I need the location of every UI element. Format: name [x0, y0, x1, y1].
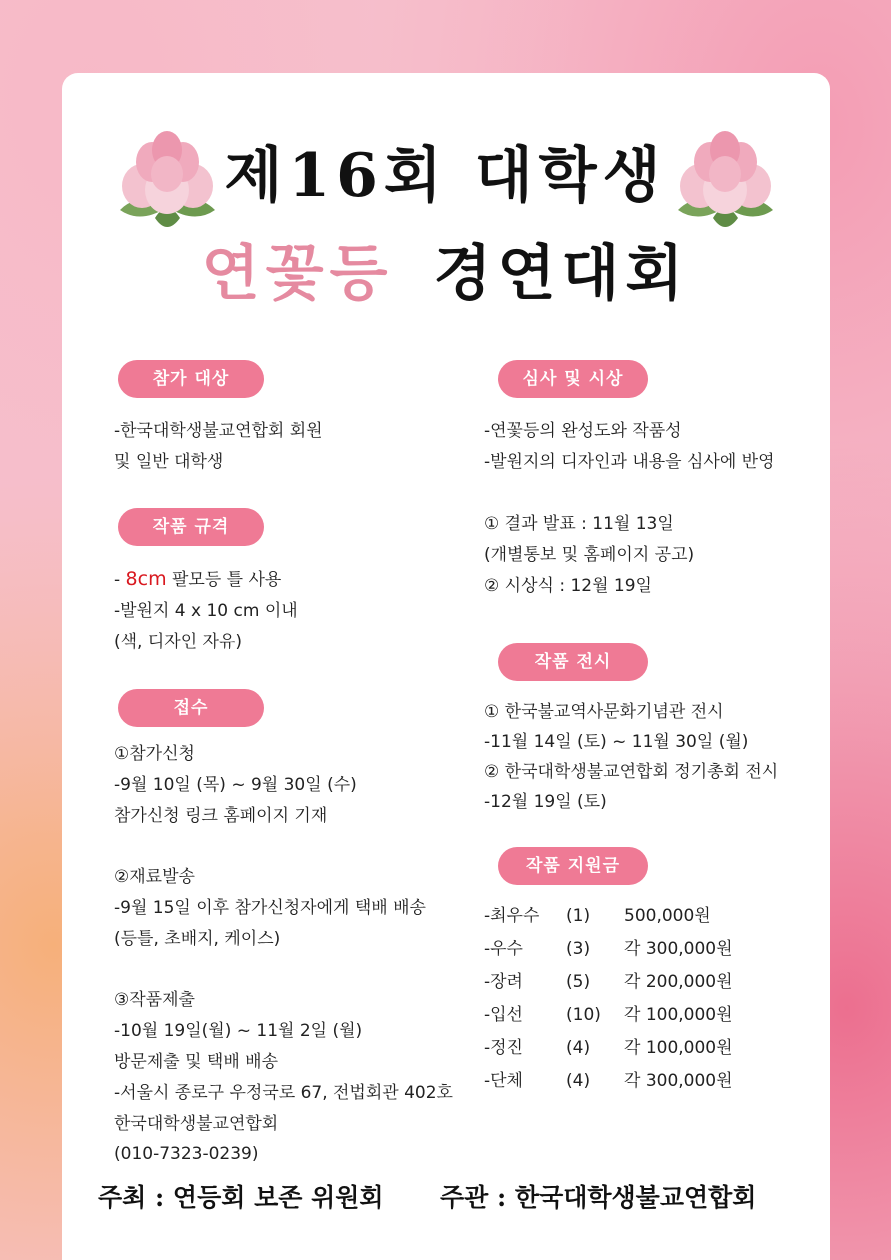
spec-text: - 8cm 팔모등 틀 사용 -발원지 4 x 10 cm 이내 (색, 디자인 자유) — [114, 568, 298, 652]
poster-title-line1: 제16회 대학생 — [224, 141, 667, 211]
exhibition-text: ① 한국불교역사문화기념관 전시 -11월 14일 (토) ~ 11월 30일 (월) ② 한국대학생불교연합회 정기총회 전시 -12월 19일 (토) — [484, 702, 779, 812]
section-heading-spec: 작품 규격 — [118, 508, 264, 546]
section-heading-judging: 심사 및 시상 — [498, 360, 648, 398]
prize-row: -최우수 (1) 500,000원 — [484, 906, 711, 926]
section-heading-prizes: 작품 지원금 — [498, 847, 648, 885]
prize-row: -장려 (5) 각 200,000원 — [484, 972, 733, 992]
section-heading-participants: 참가 대상 — [118, 360, 264, 398]
receipt-text: ①참가신청 -9월 10일 (목) ~ 9월 30일 (수) 참가신청 링크 홈페이지 기재 ②재료발송 -9월 15일 이후 참가신청자에게 택배 배송 (등틀, 초배지, 케이스) ③작품제출 -10월 19일(월) ~ 11월 2일 (월) 방문제출 및 택배 배송 -서울시 종로구 우정국로 67, 전법회관 402호 한국대학생불교연합회 (010-7323-0239) — [114, 744, 453, 1165]
judging-text: -연꽃등의 완성도와 작품성 -발원지의 디자인과 내용을 심사에 반영 ① 결과 발표 : 11월 13일 (개별통보 및 홈페이지 공고) ② 시상식 : 12월 19일 — [484, 421, 775, 596]
prize-row: -단체 (4) 각 300,000원 — [484, 1071, 733, 1091]
footer-organizer: 주관 : 한국대학생불교연합회 — [440, 1183, 757, 1212]
footer-host: 주최 : 연등회 보존 위원회 — [98, 1183, 384, 1212]
participants-text: -한국대학생불교연합회 회원 및 일반 대학생 — [114, 421, 323, 472]
prize-row: -정진 (4) 각 100,000원 — [484, 1038, 733, 1058]
prize-row: -입선 (10) 각 100,000원 — [484, 1005, 733, 1025]
lantern-size: 8cm — [125, 568, 167, 590]
prize-table — [484, 900, 733, 1098]
section-heading-exhibition: 작품 전시 — [498, 643, 648, 681]
section-heading-receipt: 접수 — [118, 689, 264, 727]
prize-row: -우수 (3) 각 300,000원 — [484, 939, 733, 959]
poster-title-line2 — [0, 226, 891, 312]
title-contest: 경연대회 — [433, 239, 690, 309]
title-highlight-lotus-lantern: 연꽃등 — [201, 239, 394, 309]
